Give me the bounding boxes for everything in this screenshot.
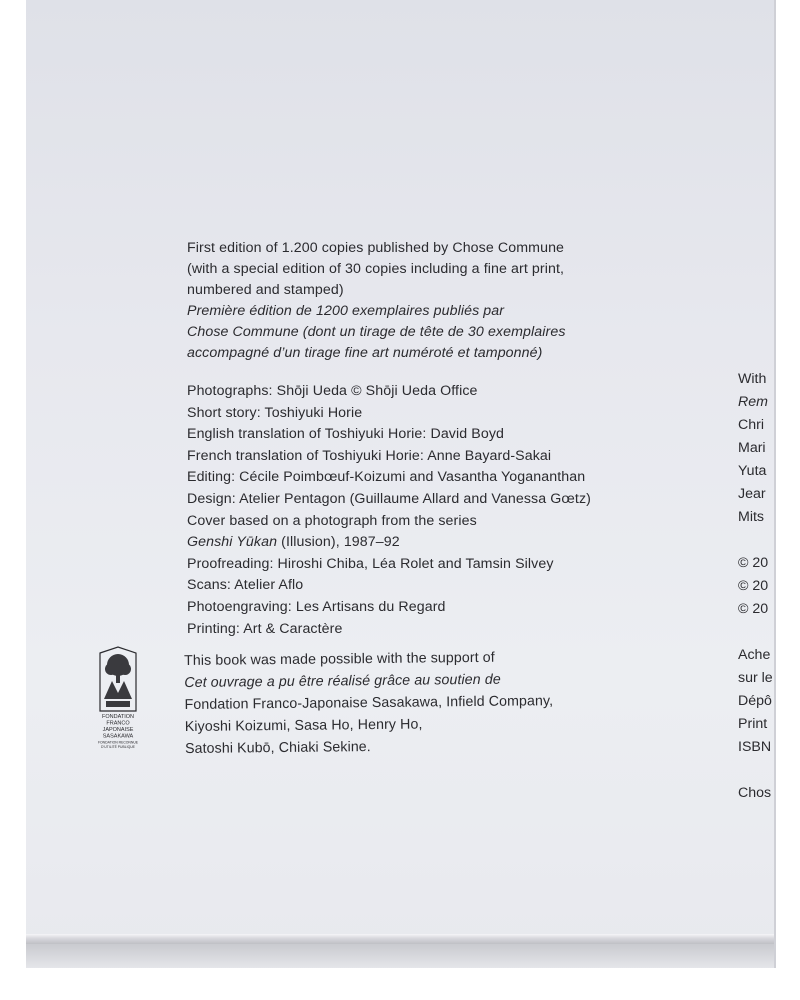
edition-line: Première édition de 1200 exemplaires publiés par: [187, 303, 505, 319]
edition-line: First edition of 1.200 copies published by Chose Commune: [187, 240, 565, 256]
edition-notice: [187, 238, 566, 364]
series-title: Genshi Yūkan: [187, 534, 278, 551]
credit-line: [187, 511, 591, 533]
facing-page-column: [738, 368, 774, 805]
facing-page-line: Yuta: [738, 463, 767, 479]
credit-line: [187, 467, 591, 489]
facing-page-line: [738, 529, 774, 552]
credit-line: [187, 554, 591, 576]
credit-text: French translation of Toshiyuki Horie: Anne Bayard-Sakai: [187, 447, 552, 464]
svg-text:D’UTILITÉ PUBLIQUE: D’UTILITÉ PUBLIQUE: [101, 745, 135, 749]
facing-page-line: Dépô: [738, 693, 772, 709]
support-line: Cet ouvrage a pu être réalisé grâce au soutien de: [184, 671, 501, 691]
credit-line: [187, 446, 591, 468]
page-shadow: [26, 944, 774, 968]
credit-line: [187, 403, 591, 425]
edition-line: numbered and stamped): [187, 282, 344, 298]
support-line: Kiyoshi Koizumi, Sasa Ho, Henry Ho,: [184, 716, 423, 735]
facing-page-line: ISBN: [738, 739, 772, 755]
edition-line: (with a special edition of 30 copies including a fine art print,: [187, 261, 565, 277]
svg-text:FONDATION RECONNUE: FONDATION RECONNUE: [97, 740, 139, 745]
credit-text: Photoengraving: Les Artisans du Regard: [187, 598, 446, 615]
credit-line: [187, 489, 591, 511]
svg-text:SASAKAWA: SASAKAWA: [102, 733, 134, 740]
credit-text: Cover based on a photograph from the series: [187, 512, 477, 529]
page-gutter-edge: [774, 0, 776, 968]
support-notice: [184, 646, 554, 760]
svg-text:JAPONAISE: JAPONAISE: [102, 727, 134, 733]
facing-page-line: With: [738, 371, 767, 387]
fondation-logo: [94, 645, 142, 750]
credit-line: [187, 575, 591, 597]
credit-text: Proofreading: Hiroshi Chiba, Léa Rolet and Tamsin Silvey: [187, 555, 554, 572]
credit-text: English translation of Toshiyuki Horie: David Boyd: [187, 426, 505, 443]
credit-text: Scans: Atelier Aflo: [187, 577, 304, 594]
credit-text: Photographs: Shōji Ueda © Shōji Ueda Office: [187, 383, 478, 399]
credit-line: [187, 424, 591, 446]
credit-line: [187, 532, 591, 554]
facing-page-line: Mari: [738, 440, 766, 456]
facing-page-line: © 20: [738, 555, 769, 571]
facing-page-line: © 20: [738, 601, 769, 617]
credit-line: [187, 597, 591, 619]
page-edge: [26, 934, 774, 944]
support-line: Satoshi Kubō, Chiaki Sekine.: [184, 739, 371, 757]
edition-line: accompagné d’un tirage fine art numéroté et tamponné): [187, 345, 543, 361]
facing-page-line: Rem: [738, 394, 768, 410]
credits-list: [187, 381, 591, 640]
facing-page-line: Mits: [738, 509, 765, 525]
facing-page-line: Jear: [738, 486, 766, 502]
svg-text:FRANCO: FRANCO: [106, 720, 130, 727]
credit-text: Short story: Toshiyuki Horie: [187, 404, 363, 421]
credit-line: [187, 619, 591, 641]
credit-text: Editing: Cécile Poimbœuf-Koizumi and Vasantha Yogananthan: [187, 469, 586, 486]
facing-page-line: [738, 759, 774, 782]
facing-page-line: © 20: [738, 578, 769, 594]
facing-page-line: [738, 621, 774, 644]
facing-page-line: sur le: [738, 670, 773, 686]
svg-text:FONDATION: FONDATION: [102, 714, 134, 720]
support-line: This book was made possible with the support of: [184, 649, 495, 669]
credit-text: Printing: Art & Caractère: [187, 620, 343, 637]
credit-line: [187, 381, 591, 403]
facing-page-line: Ache: [738, 647, 771, 663]
edition-line: Chose Commune (dont un tirage de tête de 30 exemplaires: [187, 324, 566, 340]
credit-text: Design: Atelier Pentagon (Guillaume Allard and Vanessa Gœtz): [187, 490, 591, 507]
facing-page-line: Chri: [738, 417, 765, 433]
facing-page-line: Print: [738, 716, 768, 732]
facing-page-line: Chos: [738, 785, 772, 801]
support-line: Fondation Franco-Japonaise Sasakawa, Infield Company,: [184, 693, 554, 713]
credit-text: (Illusion), 1987–92: [277, 534, 400, 551]
